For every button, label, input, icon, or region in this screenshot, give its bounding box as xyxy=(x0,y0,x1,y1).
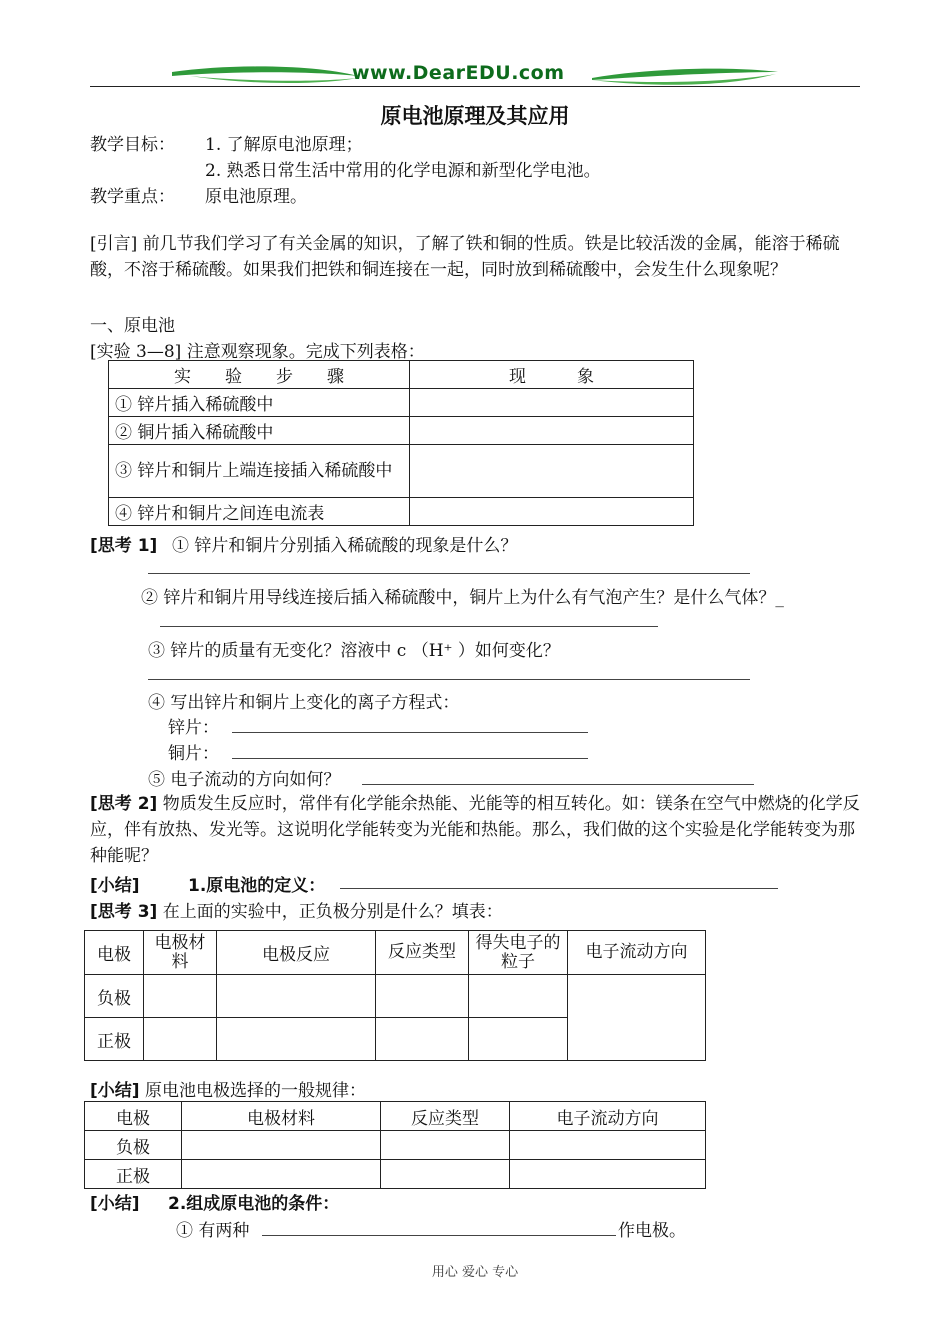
table-cell: 负极 xyxy=(85,1131,182,1160)
answer-cell[interactable] xyxy=(144,1018,217,1061)
table-cell: ④ 锌片和铜片之间连电流表 xyxy=(109,498,410,526)
summary2-line xyxy=(90,1076,366,1101)
answer-line[interactable] xyxy=(232,732,588,733)
answer-cell[interactable] xyxy=(568,975,706,1061)
table-header: 电子流动方向 xyxy=(510,1102,706,1131)
table-cell: ② 铜片插入稀硫酸中 xyxy=(109,417,410,445)
summary1-label: [小结] xyxy=(90,876,140,896)
think3-line xyxy=(90,897,503,922)
think1-q3: ③ 锌片的质量有无变化？溶液中 c （H⁺ ）如何变化？ xyxy=(148,641,560,661)
table-cell: 正极 xyxy=(85,1018,144,1061)
table-header: 反应类型 xyxy=(381,1102,510,1131)
answer-line[interactable] xyxy=(262,1235,616,1236)
zinc-label: 锌片： xyxy=(168,718,219,738)
think2-paragraph xyxy=(90,791,860,869)
answer-cell[interactable] xyxy=(217,1018,376,1061)
answer-cell[interactable] xyxy=(144,975,217,1018)
think2-label: [思考 2] xyxy=(90,794,158,814)
electrode-rule-table xyxy=(84,1101,706,1189)
table-header: 电极 xyxy=(85,1102,182,1131)
table-header: 电极 xyxy=(85,931,144,975)
answer-cell[interactable] xyxy=(510,1131,706,1160)
table-cell: ① 锌片插入稀硫酸中 xyxy=(109,389,410,417)
answer-cell[interactable] xyxy=(410,498,694,526)
answer-cell[interactable] xyxy=(381,1160,510,1189)
copper-label: 铜片： xyxy=(168,744,219,764)
think2-text: 物质发生反应时，常伴有化学能余热能、光能等的相互转化。如：镁条在空气中燃烧的化学反应，伴有放热、发光等。这说明化学能转变为光能和热能。那么，我们做的这个实验是化学能转变为那种能呢？ xyxy=(90,794,860,866)
answer-cell[interactable] xyxy=(410,445,694,498)
summary2-text: 原电池电极选择的一般规律： xyxy=(144,1081,366,1101)
intro-paragraph: [引言] 前几节我们学习了有关金属的知识，了解了铁和铜的性质。铁是比较活泼的金属，能溶于稀硫酸，不溶于稀硫酸。如果我们把铁和铜连接在一起，同时放到稀硫酸中，会发生什么现象呢？ xyxy=(90,234,840,280)
condition1-prefix: ① 有两种 xyxy=(176,1221,250,1241)
objectives-label: 教学目标： xyxy=(90,135,175,155)
answer-cell[interactable] xyxy=(182,1160,381,1189)
table-header: 电子流动方向 xyxy=(568,931,706,975)
table-header: 反应类型 xyxy=(376,931,469,975)
key-point-label: 教学重点： xyxy=(90,187,175,207)
think1-q2: ② 锌片和铜片用导线连接后插入稀硫酸中，铜片上为什么有气泡产生？是什么气体？_ xyxy=(141,588,784,608)
answer-cell[interactable] xyxy=(410,389,694,417)
answer-line[interactable] xyxy=(148,573,750,574)
answer-cell[interactable] xyxy=(182,1131,381,1160)
header-rule xyxy=(90,86,860,87)
section-heading: 一、原电池 xyxy=(90,316,175,336)
table-header: 电极材料 xyxy=(144,931,217,975)
think3-label: [思考 3] xyxy=(90,902,158,922)
logo-text: www.DearEDU.com xyxy=(352,62,565,84)
logo-swoosh-left xyxy=(170,62,360,84)
answer-line[interactable] xyxy=(148,679,750,680)
key-point-text: 原电池原理。 xyxy=(205,187,307,207)
think3-text: 在上面的实验中，正负极分别是什么？填表： xyxy=(162,902,503,922)
summary3-label: [小结] xyxy=(90,1194,140,1214)
table-cell: 正极 xyxy=(85,1160,182,1189)
table-header: 电极反应 xyxy=(217,931,376,975)
table-header: 实 验 步 骤 xyxy=(109,361,410,389)
answer-cell[interactable] xyxy=(510,1160,706,1189)
page-footer: 用心 爱心 专心 xyxy=(431,1265,519,1280)
condition1-suffix: 作电极。 xyxy=(618,1221,686,1241)
summary2-label: [小结] xyxy=(90,1081,140,1101)
logo-swoosh-right xyxy=(590,64,780,86)
think1-label: [思考 1] xyxy=(90,536,158,556)
answer-line[interactable] xyxy=(160,626,658,627)
answer-line[interactable] xyxy=(232,758,588,759)
table-cell: ③ 锌片和铜片上端连接插入稀硫酸中 xyxy=(109,445,410,498)
objective-item-2: 2. 熟悉日常生活中常用的化学电源和新型化学电池。 xyxy=(205,161,601,181)
think1-q4: ④ 写出锌片和铜片上变化的离子方程式： xyxy=(148,693,460,713)
summary3-text: 2.组成原电池的条件： xyxy=(168,1194,340,1214)
summary1-text: 1.原电池的定义： xyxy=(188,876,326,896)
answer-line[interactable] xyxy=(340,888,778,889)
page-title: 原电池原理及其应用 xyxy=(380,104,570,128)
electrode-table xyxy=(84,930,706,1061)
answer-cell[interactable] xyxy=(217,975,376,1018)
think1-q5: ⑤ 电子流动的方向如何？ xyxy=(148,770,341,790)
answer-cell[interactable] xyxy=(469,975,568,1018)
table-header: 得失电子的粒子 xyxy=(469,931,568,975)
answer-line[interactable] xyxy=(362,784,754,785)
answer-cell[interactable] xyxy=(469,1018,568,1061)
table-header: 电极材料 xyxy=(182,1102,381,1131)
objective-item-1: 1. 了解原电池原理； xyxy=(205,135,363,155)
answer-cell[interactable] xyxy=(376,975,469,1018)
table-header: 现 象 xyxy=(410,361,694,389)
answer-cell[interactable] xyxy=(376,1018,469,1061)
answer-cell[interactable] xyxy=(410,417,694,445)
think1-q1: ① 锌片和铜片分别插入稀硫酸的现象是什么？ xyxy=(172,536,518,556)
experiment-table xyxy=(108,360,694,526)
table-cell: 负极 xyxy=(85,975,144,1018)
experiment-instruction: [实验 3—8] 注意观察现象。完成下列表格： xyxy=(90,342,425,362)
answer-cell[interactable] xyxy=(381,1131,510,1160)
